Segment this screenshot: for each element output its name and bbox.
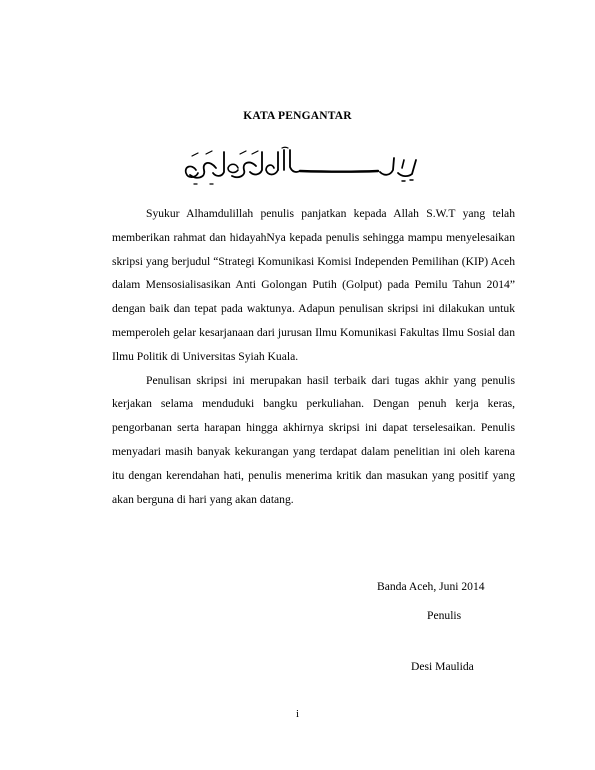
closing-place-date: Banda Aceh, Juni 2014 [377,580,485,593]
paragraph: Penulisan skripsi ini merupakan hasil terbaik dari tugas akhir yang penulis kerjakan selama menduduki bangku perkuliahan. Dengan penuh kerja keras, pengorbanan serta harapan hingga akhirnya skripsi ini dapat terselesaikan. Penulis menyadari masih banyak kekurangan yang terdapat dalam penelitian ini oleh karena itu dengan kerendahan hati, penulis menerima kritik dan masukan yang positif yang akan berguna di hari yang akan datang. [112,373,515,506]
page-title: KATA PENGANTAR [243,110,352,122]
closing-author-role: Penulis [427,609,462,622]
closing-author-name: Desi Maulida [411,660,474,673]
body-text [112,202,515,511]
basmala-calligraphy [180,146,420,188]
paragraph: Syukur Alhamdulillah penulis panjatkan kepada Allah S.W.T yang telah memberikan rahmat dan hidayahNya kepada penulis sehingga mampu menyelesaikan skripsi yang berjudul “Strategi Komunikasi Komisi Independen Pemilihan (KIP) Aceh dalam Mensosialisasikan Anti Golongan Putih (Golput) pada Pemilu Tahun 2014” dengan baik dan tepat pada waktunya. Adapun penulisan skripsi ini dilakukan untuk memperoleh gelar kesarjanaan dari jurusan Ilmu Komunikasi Fakultas Ilmu Sosial dan Ilmu Politik di Universitas Syiah Kuala. [112,207,515,363]
page-number: i [295,708,300,720]
